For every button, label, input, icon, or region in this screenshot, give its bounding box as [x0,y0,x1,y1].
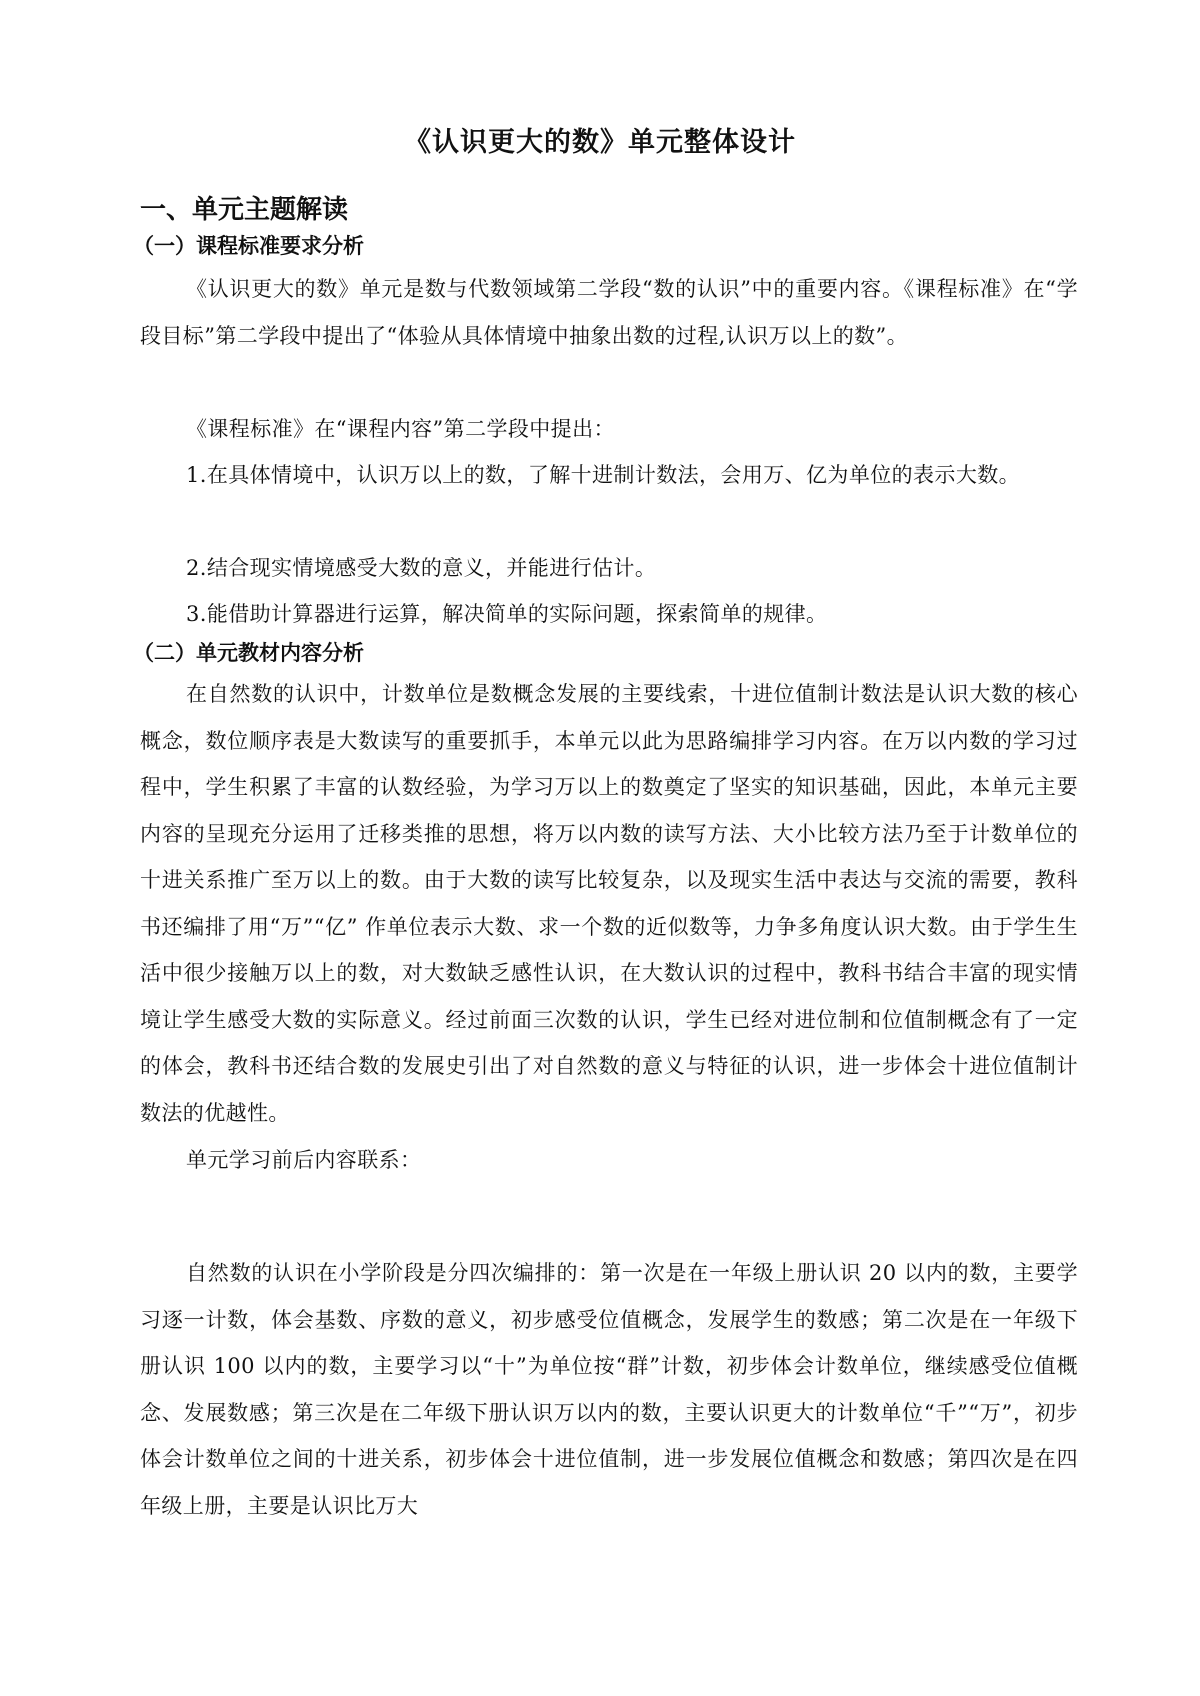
section-heading-unit-theme: 一、单元主题解读 [140,195,349,225]
document-title: 《认识更大的数》单元整体设计 [404,127,796,158]
paragraph-natural-number-stages: 自然数的认识在小学阶段是分四次编排的：第一次是在一年级上册认识 20 以内的数，主要学习逐一计数，体会基数、序数的意义，初步感受位值概念，发展学生的数感；第二次是在一年级下册认识 100 以内的数，主要学习以“十”为单位按“群”计数，初步体会计数单位，继续感受位值概念、发展数感；第三次是在二年级下册认识万以内的数，主要认识更大的计数单位“千”“万”，初步体会计数单位之间的十进关系，初步体会十进位值制，进一步发展位值概念和数感；第四次是在四年级上册，主要是认识比万大 [140,1261,1078,1518]
list-item-standard-2: 2.结合现实情境感受大数的意义，并能进行估计。 [186,556,657,580]
paragraph-standard-content-lead: 《课程标准》在“课程内容”第二学段中提出： [186,417,615,441]
list-item-standard-1: 1.在具体情境中，认识万以上的数，了解十进制计数法，会用万、亿为单位的表示大数。 [186,463,1021,487]
paragraph-content-connection-lead: 单元学习前后内容联系： [186,1148,422,1172]
paragraph-textbook-analysis: 在自然数的认识中，计数单位是数概念发展的主要线索，十进位值制计数法是认识大数的核心概念，数位顺序表是大数读写的重要抓手，本单元以此为思路编排学习内容。在万以内数的学习过程中，学生积累了丰富的认数经验，为学习万以上的数奠定了坚实的知识基础，因此，本单元主要内容的呈现充分运用了迁移类推的思想，将万以内数的读写方法、大小比较方法乃至于计数单位的十进关系推广至万以上的数。由于大数的读写比较复杂，以及现实生活中表达与交流的需要，教科书还编排了用“万”“亿” 作单位表示大数、求一个数的近似数等，力争多角度认识大数。由于学生生活中很少接触万以上的数，对大数缺乏感性认识，在大数认识的过程中，教科书结合丰富的现实情境让学生感受大数的实际意义。经过前面三次数的认识，学生已经对进位制和位值制概念有了一定的体会，教科书还结合数的发展史引出了对自然数的意义与特征的认识，进一步体会十进位值制计数法的优越性。 [140,682,1078,1125]
subsection-heading-curriculum-standard: （一）课程标准要求分析 [133,234,364,258]
paragraph-standard-intro: 《认识更大的数》单元是数与代数领域第二学段“数的认识”中的重要内容。《课程标准》在“学段目标”第二学段中提出了“体验从具体情境中抽象出数的过程,认识万以上的数”。 [140,277,1078,348]
list-item-standard-3: 3.能借助计算器进行运算，解决简单的实际问题，探索简单的规律。 [186,602,828,626]
subsection-heading-textbook-analysis: （二）单元教材内容分析 [133,641,364,665]
